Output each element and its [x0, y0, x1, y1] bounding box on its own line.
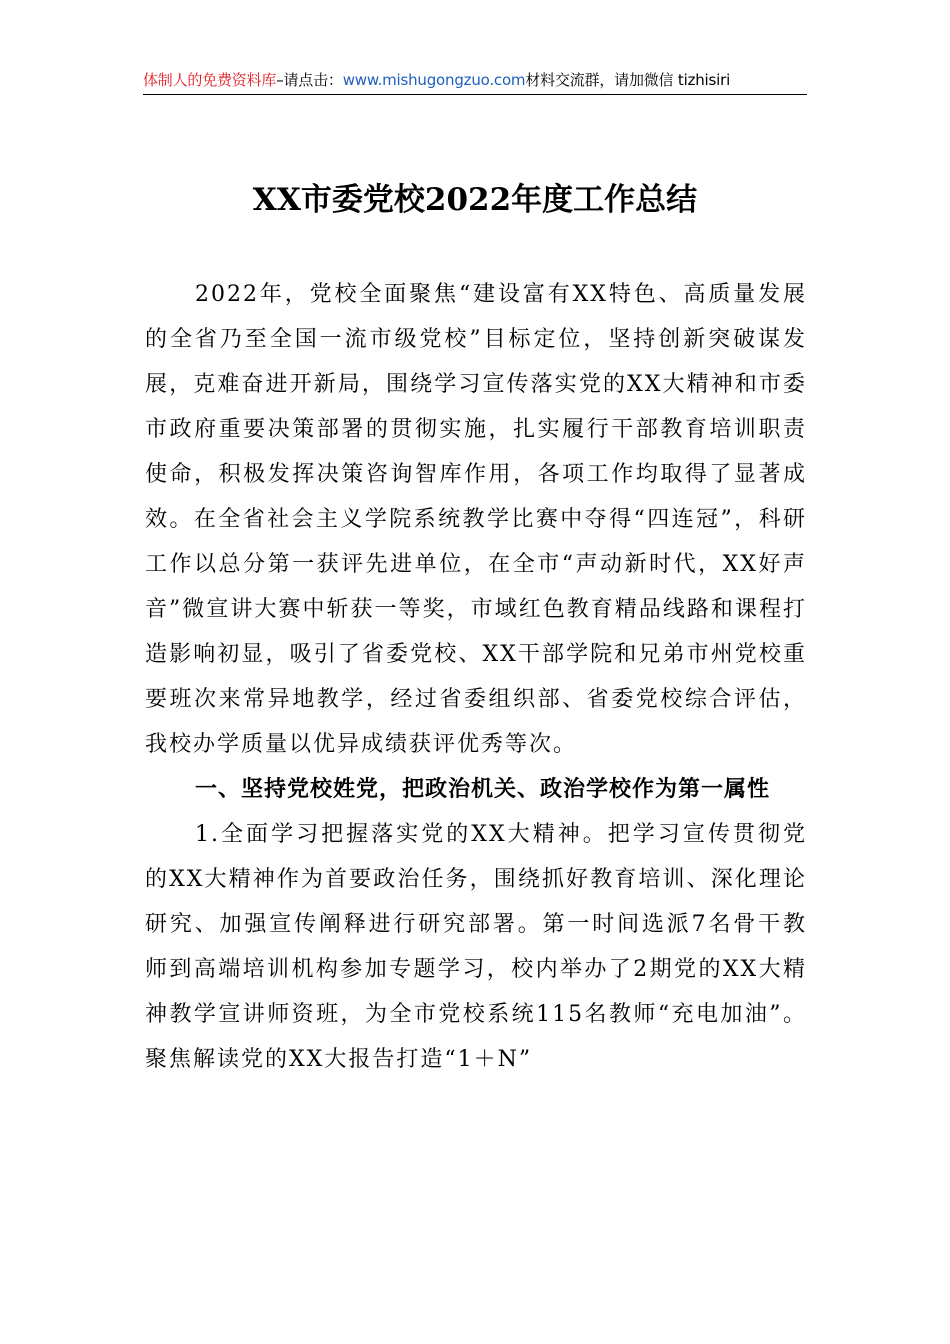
document-body	[145, 272, 807, 1082]
document-title: XX市委党校2022年度工作总结	[252, 182, 698, 218]
intro-paragraph: 2022年，党校全面聚焦“建设富有XX特色、高质量发展的全省乃至全国一流市级党校”目标定位，坚持创新突破谋发展，克难奋进开新局，围绕学习宣传落实党的XX大精神和市委市政府重要决策部署的贯彻实施，扎实履行干部教育培训职责使命，积极发挥决策咨询智库作用，各项工作均取得了显著成效。在全省社会主义学院系统教学比赛中夺得“四连冠”，科研工作以总分第一获评先进单位，在全市“声动新时代，XX好声音”微宣讲大赛中斩获一等奖，市域红色教育精品线路和课程打造影响初显，吸引了省委党校、XX干部学院和兄弟市州党校重要班次来常异地教学，经过省委组织部、省委党校综合评估，我校办学质量以优异成绩获评优秀等次。	[145, 282, 807, 757]
section-1-heading: 一、坚持党校姓党，把政治机关、政治学校作为第一属性	[195, 777, 771, 802]
header-url-link[interactable]: www.mishugongzuo.com	[342, 71, 526, 89]
header-contact-text: 材料交流群，请加微信 tizhisiri	[525, 71, 731, 89]
section-1-paragraph-1: 1.全面学习把握落实党的XX大精神。把学习宣传贯彻党的XX大精神作为首要政治任务，围绕抓好教育培训、深化理论研究、加强宣传阐释进行研究部署。第一时间选派7名骨干教师到高端培训机构参加专题学习，校内举办了2期党的XX大精神教学宣讲师资班，为全市党校系统115名教师“充电加油”。聚焦解读党的XX大报告打造“1＋N”	[145, 822, 807, 1072]
header-brand: 体制人的免费资料库	[143, 71, 277, 89]
page-header	[143, 66, 807, 95]
header-prompt: –请点击：	[276, 71, 343, 89]
